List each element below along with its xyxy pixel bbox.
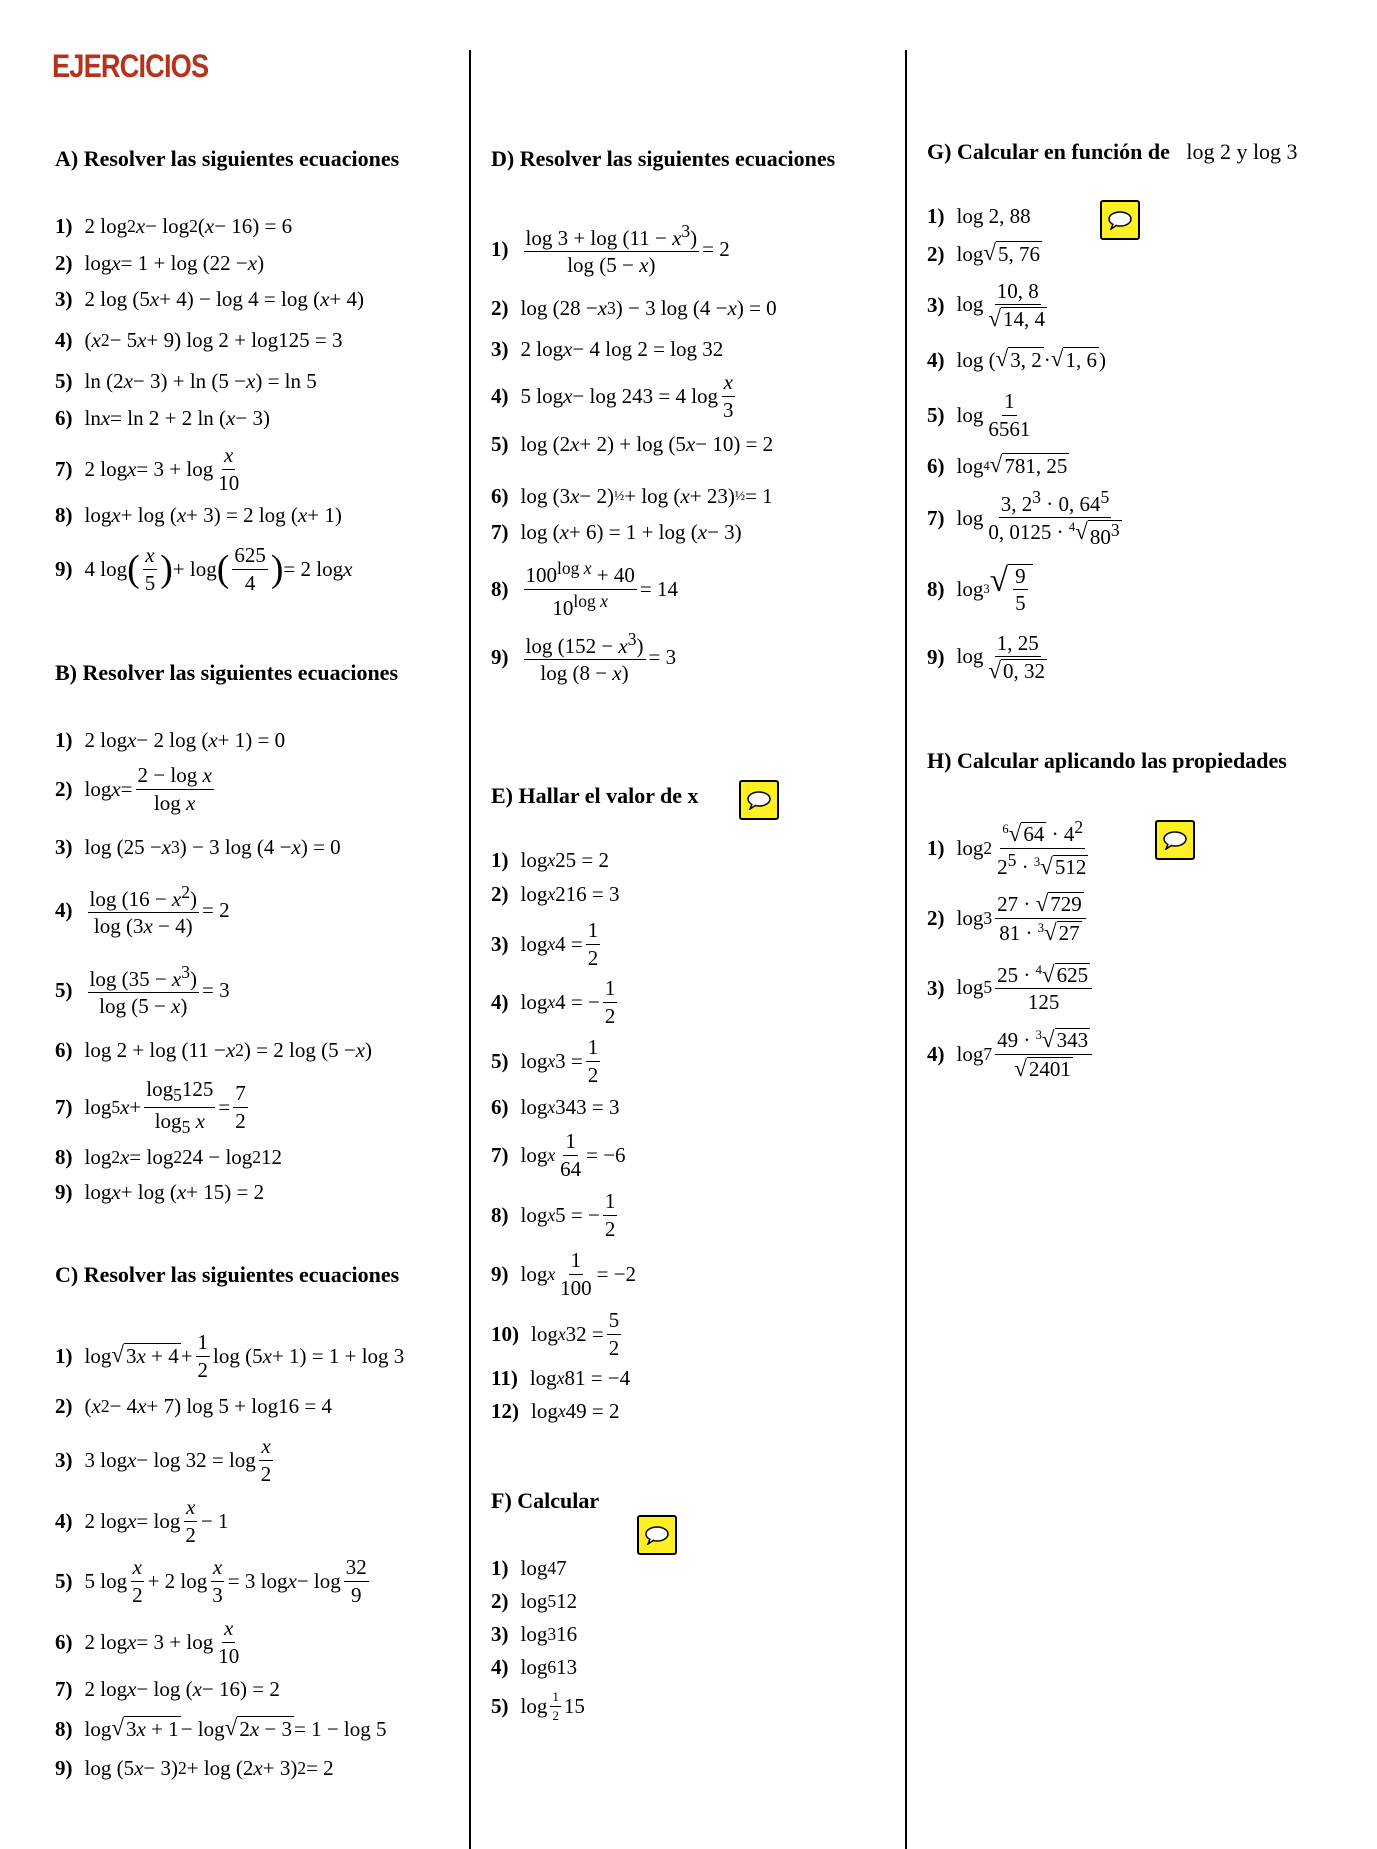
exercise-b-9: 9) log x + log ( x + 15) = 2 xyxy=(55,1179,265,1204)
section-f-title: F) Calcular xyxy=(491,1488,600,1513)
section-c-title: C) Resolver las siguientes ecuaciones xyxy=(55,1262,400,1287)
exercise-e-12: 12) log x 49 = 2 xyxy=(491,1398,620,1423)
section-g-title: G) Calcular en función de log 2 y log 3 xyxy=(927,139,1298,164)
exercise-d-5: 5) log (2 x + 2) + log (5 x − 10) = 2 xyxy=(491,431,774,456)
exercise-g-3: 3) log 10, 8 √ 14, 4 xyxy=(927,278,1046,331)
exercise-c-9: 9) log (5 x − 3) 2 + log (2 x + 3) 2 = 2 xyxy=(55,1755,334,1780)
column-divider xyxy=(905,50,907,1849)
exercise-b-1: 1) 2 log x − 2 log ( x + 1) = 0 xyxy=(55,727,286,752)
exercise-c-6: 6) 2 log x = 3 + log $\frac{x}{10}$ xyxy=(55,1616,240,1668)
exercise-g-2: 2) log √ 5, 76 xyxy=(927,239,1041,266)
exercise-d-3: 3) 2 log x − 4 log 2 = log 32 xyxy=(491,336,724,361)
exercise-e-5: 5) log x 3 = $\frac{1}{2}$ xyxy=(491,1035,599,1087)
exercise-f-2: 2) log 5 12 xyxy=(491,1588,578,1613)
section-b-title: B) Resolver las siguientes ecuaciones xyxy=(55,660,399,685)
exercise-e-1: 1) log x 25 = 2 xyxy=(491,847,609,872)
exercise-e-4: 4) log x 4 = − $\frac{1}{2}$ xyxy=(491,976,616,1028)
section-h-title: H) Calcular aplicando las propiedades xyxy=(927,748,1287,773)
comment-bubble-icon[interactable] xyxy=(637,1515,677,1555)
exercise-h-1: 1) log 2 $^6$ √ 64 · $4^2$ $2^5 \cdot ^3$ √ 512 xyxy=(927,817,1087,879)
exercise-a-6: 6) ln x = ln 2 + 2 ln ( x − 3) xyxy=(55,405,270,430)
section-a-title: A) Resolver las siguientes ecuaciones xyxy=(55,146,400,171)
exercise-d-2: 2) log (28 − x 3 ) − 3 log (4 − x ) = 0 xyxy=(491,295,777,320)
exercise-a-7: 7) 2 log x = 3 + log $\frac{x}{10}$ xyxy=(55,443,240,495)
exercise-a-2: 2) log x = 1 + log (22 − x ) xyxy=(55,250,265,275)
exercise-a-8: 8) log x + log ( x + 3) = 2 log ( x + 1) xyxy=(55,502,342,527)
exercise-e-7: 7) log x $\frac{1}{64}$ = −6 xyxy=(491,1129,626,1181)
exercise-g-5: 5) log $\frac{1}{6561}$ xyxy=(927,389,1031,441)
exercise-c-1: 1) log √ 3x + 4 + $\frac{1}{2}$ log (5 x + 1) = 1 + log 3 xyxy=(55,1330,405,1382)
exercise-g-7: 7) log 3, $2^3 \cdot 0$, $64^5$ 0, 0125 · $^4$ √ $80^3$ xyxy=(927,486,1120,549)
column-divider xyxy=(469,50,471,1849)
exercise-c-8: 8) log √ 3x + 1 − log √ 2x − 3 = 1 − log 5 xyxy=(55,1714,387,1741)
exercise-d-6: 6) log (3 x − 2) ½ + log ( x + 23) ½ = 1 xyxy=(491,483,773,508)
exercise-c-2: 2) ( x 2 − 4 x + 7) log 5 + log16 = 4 xyxy=(55,1393,332,1418)
exercise-a-3: 3) 2 log (5 x + 4) − log 4 = log ( x + 4) xyxy=(55,286,365,311)
exercise-b-7: 7) log 5 x + $\frac{\log_5125}{\log_5 x}$ = $\frac{7}{2}$ xyxy=(55,1076,246,1137)
exercise-c-5: 5) 5 log $\frac{x}{2}$ + 2 log $\frac{x}{3}$ = 3 log x − log $\frac{32}{9}$ xyxy=(55,1555,367,1607)
exercise-a-1: 1) 2 log 2 x − log 2 ( x − 16) = 6 xyxy=(55,213,293,238)
page-title: EJERCICIOS xyxy=(52,48,209,84)
exercise-d-9: 9) $\frac{\log (152 - x^3)}{\log (8 - x)}$ = 3 xyxy=(491,628,677,685)
comment-bubble-icon[interactable] xyxy=(1100,200,1140,240)
section-g-title-expr: log 2 y log 3 xyxy=(1186,139,1298,164)
exercise-g-1: 1) log 2, 88 xyxy=(927,203,1031,228)
exercise-f-1: 1) log 4 7 xyxy=(491,1555,567,1580)
exercise-d-8: 8) $\frac{100^{log x} + 40}{10^{log x}}$ = 14 xyxy=(491,558,678,620)
exercise-f-3: 3) log 3 16 xyxy=(491,1621,578,1646)
exercise-e-9: 9) log x $\frac{1}{100}$ = −2 xyxy=(491,1248,637,1300)
exercise-e-10: 10) log x 32 = $\frac{5}{2}$ xyxy=(491,1308,620,1360)
exercise-d-4: 4) 5 log x − log 243 = 4 log $\frac{x}{3}$ xyxy=(491,370,734,422)
exercise-g-6: 6) log 4 √ 781, 25 xyxy=(927,451,1068,478)
exercise-h-2: 2) log 3 27 · √ 729 81 · $^3$ √ 27 xyxy=(927,888,1089,948)
exercise-b-3: 3) log (25 − x 3 ) − 3 log (4 − x ) = 0 xyxy=(55,834,341,859)
exercise-e-2: 2) log x 216 = 3 xyxy=(491,881,620,906)
exercise-g-4: 4) log ( √ 3, 2 · √ 1, 6 ) xyxy=(927,345,1106,372)
exercise-b-4: 4) $\frac{\log (16 - x^2)}{\log (3x - 4)}$ = 2 xyxy=(55,881,230,938)
exercise-a-4: 4) ( x 2 − 5 x + 9) log 2 + log125 = 3 xyxy=(55,327,343,352)
exercise-e-8: 8) log x 5 = − $\frac{1}{2}$ xyxy=(491,1189,616,1241)
exercise-e-11: 11) log x 81 = −4 xyxy=(491,1365,631,1390)
comment-bubble-icon[interactable] xyxy=(739,780,779,820)
exercise-a-5: 5) ln (2 x − 3) + ln (5 − x ) = ln 5 xyxy=(55,368,317,393)
comment-bubble-icon[interactable] xyxy=(1155,820,1195,860)
exercise-c-4: 4) 2 log x = log $\frac{x}{2}$ − 1 xyxy=(55,1495,229,1547)
exercise-e-3: 3) log x 4 = $\frac{1}{2}$ xyxy=(491,918,599,970)
exercise-d-7: 7) log ( x + 6) = 1 + log ( x − 3) xyxy=(491,519,742,544)
exercise-g-9: 9) log 1, 25 √ 0, 32 xyxy=(927,630,1046,683)
exercise-c-3: 3) 3 log x − log 32 = log $\frac{x}{2}$ xyxy=(55,1434,272,1486)
exercise-a-9: 9) 4 log ( $\frac{x}{5}$ ) + log ( $\frac{625}{4}$ ) = 2 log x xyxy=(55,543,353,595)
exercise-b-5: 5) $\frac{\log (35 - x^3)}{\log (5 - x)}$ = 3 xyxy=(55,961,230,1018)
exercise-c-7: 7) 2 log x − log ( x − 16) = 2 xyxy=(55,1676,280,1701)
exercise-h-3: 3) log 5 25 · $^4$ √ 625 125 xyxy=(927,958,1095,1018)
exercise-g-8: 8) log 3 √ $\frac{9}{5}$ xyxy=(927,562,1033,616)
exercise-f-4: 4) log 6 13 xyxy=(491,1654,578,1679)
exercise-f-5: 5) log $\frac{1}{2}$ 15 xyxy=(491,1688,585,1723)
exercise-b-2: 2) log x = $\frac{\text{2 − log x}}{\text{log x}}$ xyxy=(55,763,212,815)
exercise-b-6: 6) log 2 + log (11 − x 2 ) = 2 log (5 − x ) xyxy=(55,1037,372,1062)
exercise-e-6: 6) log x 343 = 3 xyxy=(491,1094,620,1119)
section-d-title: D) Resolver las siguientes ecuaciones xyxy=(491,146,836,171)
exercise-h-4: 4) log 7 49 · $^3$ √ 343 √ 2401 xyxy=(927,1024,1095,1084)
section-e-title: E) Hallar el valor de x xyxy=(491,783,699,808)
exercise-d-1: 1) $\frac{\log 3 + \log (11 - x^3)}{\log (5 - x)}$ = 2 xyxy=(491,220,730,277)
exercise-b-8: 8) log 2 x = log 2 24 − log 2 12 xyxy=(55,1144,283,1169)
